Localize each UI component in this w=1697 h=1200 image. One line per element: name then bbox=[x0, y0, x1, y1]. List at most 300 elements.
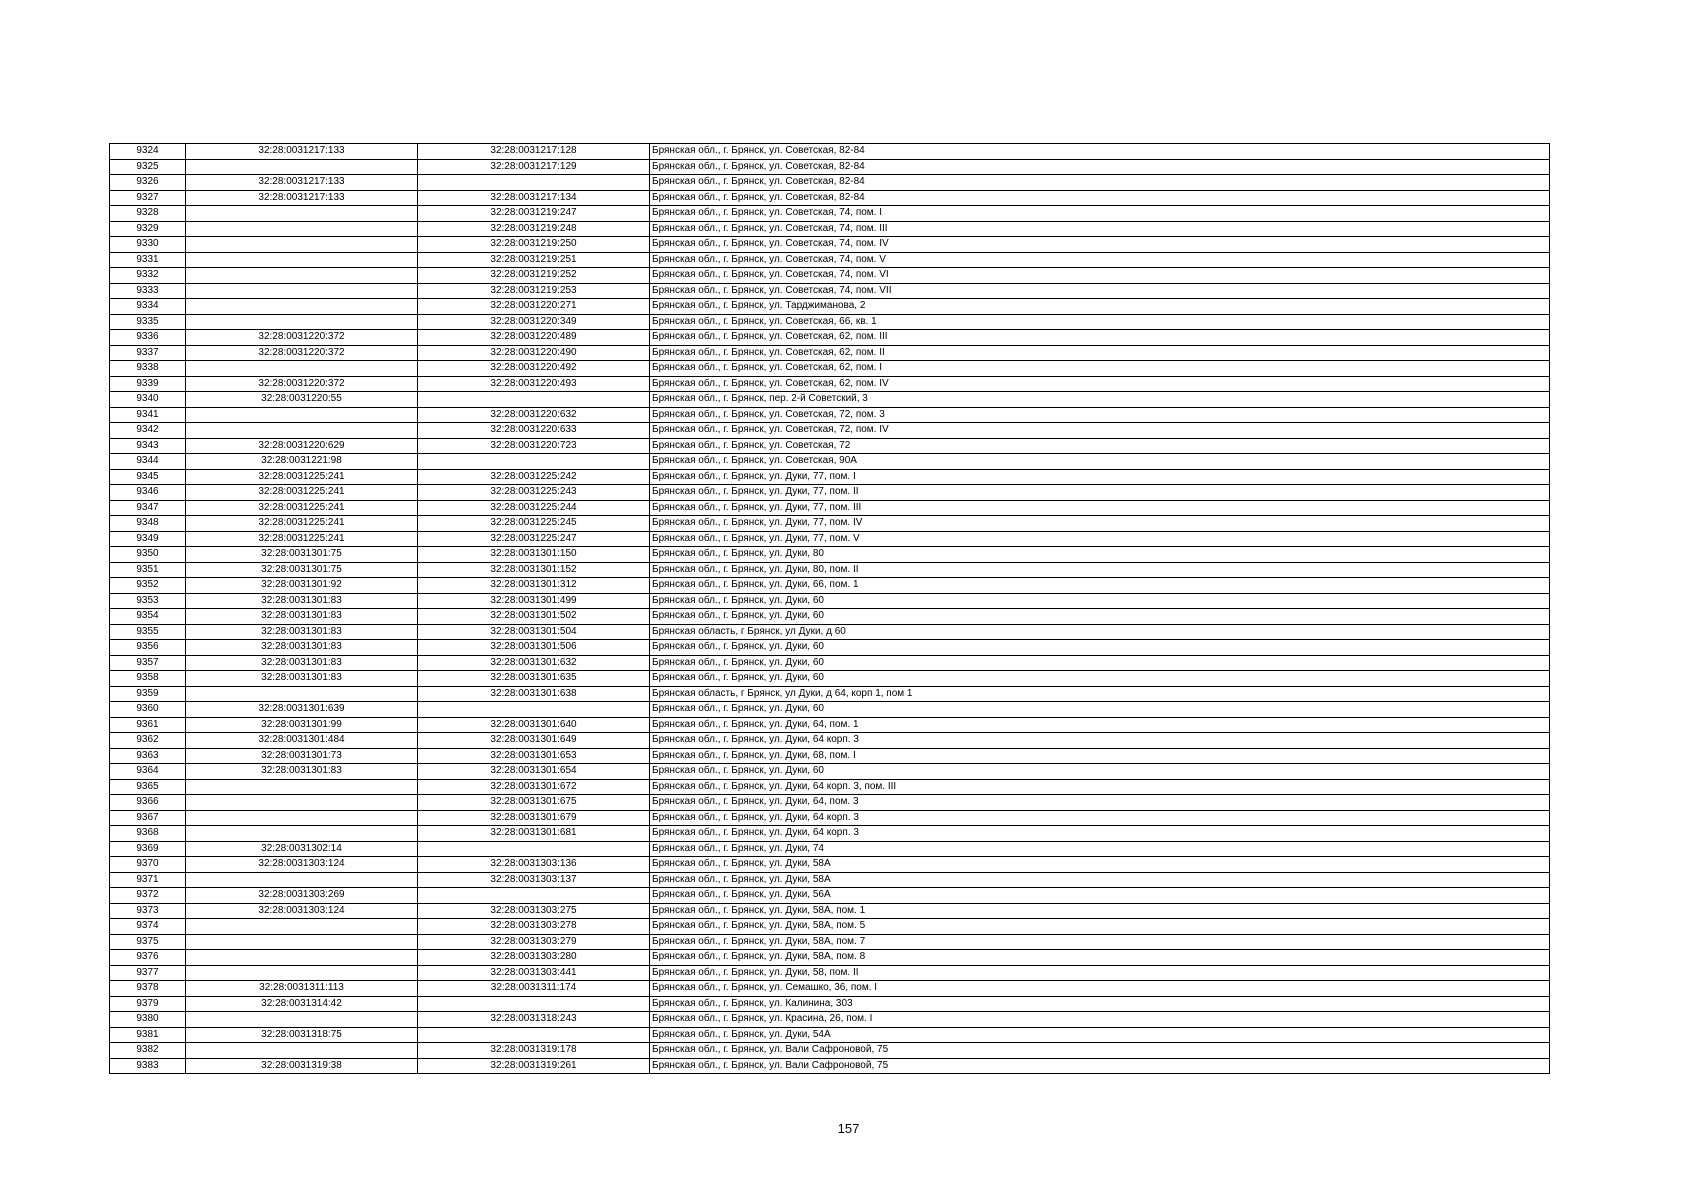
table-row bbox=[110, 206, 1550, 222]
row-number-cell: 9369 bbox=[110, 841, 186, 857]
parent-cadastral-number-cell: 32:28:0031217:133 bbox=[186, 190, 418, 206]
row-number-cell: 9345 bbox=[110, 469, 186, 485]
row-number-cell: 9353 bbox=[110, 593, 186, 609]
parent-cadastral-number-cell bbox=[186, 950, 418, 966]
parent-cadastral-number-cell: 32:28:0031301:92 bbox=[186, 578, 418, 594]
table-row bbox=[110, 857, 1550, 873]
table-row bbox=[110, 717, 1550, 733]
row-number-cell: 9347 bbox=[110, 500, 186, 516]
row-number-cell: 9374 bbox=[110, 919, 186, 935]
cadastral-number-cell bbox=[418, 841, 650, 857]
parent-cadastral-number-cell: 32:28:0031225:241 bbox=[186, 485, 418, 501]
cadastral-number-cell: 32:28:0031220:632 bbox=[418, 407, 650, 423]
row-number-cell: 9355 bbox=[110, 624, 186, 640]
address-cell: Брянская обл., г. Брянск, ул. Дуки, 60 bbox=[650, 640, 1550, 656]
table-row bbox=[110, 640, 1550, 656]
parent-cadastral-number-cell bbox=[186, 826, 418, 842]
address-cell: Брянская обл., г. Брянск, ул. Советская, 74, пом. I bbox=[650, 206, 1550, 222]
parent-cadastral-number-cell bbox=[186, 872, 418, 888]
table-row bbox=[110, 934, 1550, 950]
address-cell: Брянская обл., г. Брянск, ул. Советская, 62, пом. I bbox=[650, 361, 1550, 377]
address-cell: Брянская обл., г. Брянск, ул. Советская, 74, пом. VI bbox=[650, 268, 1550, 284]
table-row bbox=[110, 748, 1550, 764]
row-number-cell: 9339 bbox=[110, 376, 186, 392]
row-number-cell: 9360 bbox=[110, 702, 186, 718]
row-number-cell: 9361 bbox=[110, 717, 186, 733]
table-row bbox=[110, 795, 1550, 811]
cadastral-number-cell: 32:28:0031219:252 bbox=[418, 268, 650, 284]
table-row bbox=[110, 702, 1550, 718]
cadastral-number-cell: 32:28:0031303:278 bbox=[418, 919, 650, 935]
cadastral-number-cell: 32:28:0031303:441 bbox=[418, 965, 650, 981]
cadastral-number-cell: 32:28:0031303:137 bbox=[418, 872, 650, 888]
cadastral-number-cell: 32:28:0031217:128 bbox=[418, 144, 650, 160]
cadastral-number-cell: 32:28:0031319:261 bbox=[418, 1058, 650, 1074]
row-number-cell: 9363 bbox=[110, 748, 186, 764]
row-number-cell: 9358 bbox=[110, 671, 186, 687]
parent-cadastral-number-cell: 32:28:0031217:133 bbox=[186, 175, 418, 191]
table-row bbox=[110, 810, 1550, 826]
row-number-cell: 9341 bbox=[110, 407, 186, 423]
address-cell: Брянская обл., г. Брянск, ул. Дуки, 77, пом. I bbox=[650, 469, 1550, 485]
cadastral-number-cell: 32:28:0031219:247 bbox=[418, 206, 650, 222]
table-row bbox=[110, 500, 1550, 516]
address-cell: Брянская обл., г. Брянск, ул. Красина, 26, пом. I bbox=[650, 1012, 1550, 1028]
cadastral-number-cell: 32:28:0031219:248 bbox=[418, 221, 650, 237]
table-row bbox=[110, 965, 1550, 981]
table-row bbox=[110, 144, 1550, 160]
address-cell: Брянская обл., г. Брянск, ул. Дуки, 74 bbox=[650, 841, 1550, 857]
cadastral-number-cell: 32:28:0031225:245 bbox=[418, 516, 650, 532]
cadastral-number-cell: 32:28:0031220:490 bbox=[418, 345, 650, 361]
parent-cadastral-number-cell: 32:28:0031301:83 bbox=[186, 764, 418, 780]
table-row bbox=[110, 376, 1550, 392]
address-cell: Брянская область, г Брянск, ул Дуки, д 64, корп 1, пом 1 bbox=[650, 686, 1550, 702]
cadastral-number-cell: 32:28:0031225:243 bbox=[418, 485, 650, 501]
address-cell: Брянская обл., г. Брянск, ул. Дуки, 80 bbox=[650, 547, 1550, 563]
address-cell: Брянская обл., г. Брянск, ул. Дуки, 64 корп. 3, пом. III bbox=[650, 779, 1550, 795]
parent-cadastral-number-cell: 32:28:0031220:55 bbox=[186, 392, 418, 408]
cadastral-number-cell: 32:28:0031301:152 bbox=[418, 562, 650, 578]
address-cell: Брянская обл., г. Брянск, ул. Дуки, 64 корп. 3 bbox=[650, 810, 1550, 826]
address-cell: Брянская обл., г. Брянск, ул. Дуки, 60 bbox=[650, 702, 1550, 718]
row-number-cell: 9342 bbox=[110, 423, 186, 439]
table-row bbox=[110, 686, 1550, 702]
parent-cadastral-number-cell: 32:28:0031301:75 bbox=[186, 547, 418, 563]
row-number-cell: 9381 bbox=[110, 1027, 186, 1043]
table-row bbox=[110, 345, 1550, 361]
cadastral-number-cell: 32:28:0031219:251 bbox=[418, 252, 650, 268]
registry-table bbox=[109, 143, 1550, 1074]
address-cell: Брянская обл., г. Брянск, ул. Дуки, 66, пом. 1 bbox=[650, 578, 1550, 594]
table-row bbox=[110, 872, 1550, 888]
row-number-cell: 9334 bbox=[110, 299, 186, 315]
row-number-cell: 9332 bbox=[110, 268, 186, 284]
cadastral-number-cell: 32:28:0031301:640 bbox=[418, 717, 650, 733]
row-number-cell: 9367 bbox=[110, 810, 186, 826]
parent-cadastral-number-cell: 32:28:0031301:73 bbox=[186, 748, 418, 764]
cadastral-number-cell: 32:28:0031301:672 bbox=[418, 779, 650, 795]
table-row bbox=[110, 485, 1550, 501]
parent-cadastral-number-cell: 32:28:0031301:75 bbox=[186, 562, 418, 578]
parent-cadastral-number-cell: 32:28:0031301:83 bbox=[186, 640, 418, 656]
row-number-cell: 9329 bbox=[110, 221, 186, 237]
parent-cadastral-number-cell: 32:28:0031303:124 bbox=[186, 903, 418, 919]
address-cell: Брянская обл., г. Брянск, ул. Дуки, 58А bbox=[650, 872, 1550, 888]
address-cell: Брянская обл., г. Брянск, ул. Дуки, 58А, пом. 1 bbox=[650, 903, 1550, 919]
table-row bbox=[110, 562, 1550, 578]
row-number-cell: 9365 bbox=[110, 779, 186, 795]
parent-cadastral-number-cell: 32:28:0031220:372 bbox=[186, 376, 418, 392]
address-cell: Брянская обл., г. Брянск, ул. Дуки, 77, пом. III bbox=[650, 500, 1550, 516]
row-number-cell: 9336 bbox=[110, 330, 186, 346]
row-number-cell: 9356 bbox=[110, 640, 186, 656]
cadastral-number-cell bbox=[418, 996, 650, 1012]
table-row bbox=[110, 903, 1550, 919]
row-number-cell: 9371 bbox=[110, 872, 186, 888]
parent-cadastral-number-cell bbox=[186, 361, 418, 377]
cadastral-number-cell: 32:28:0031301:654 bbox=[418, 764, 650, 780]
cadastral-number-cell: 32:28:0031301:675 bbox=[418, 795, 650, 811]
address-cell: Брянская область, г Брянск, ул Дуки, д 60 bbox=[650, 624, 1550, 640]
address-cell: Брянская обл., г. Брянск, ул. Дуки, 60 bbox=[650, 655, 1550, 671]
cadastral-number-cell: 32:28:0031301:506 bbox=[418, 640, 650, 656]
row-number-cell: 9377 bbox=[110, 965, 186, 981]
table-row bbox=[110, 252, 1550, 268]
table-row bbox=[110, 1027, 1550, 1043]
address-cell: Брянская обл., г. Брянск, ул. Дуки, 58А, пом. 8 bbox=[650, 950, 1550, 966]
address-cell: Брянская обл., г. Брянск, ул. Советская, 82-84 bbox=[650, 144, 1550, 160]
table-row bbox=[110, 221, 1550, 237]
address-cell: Брянская обл., г. Брянск, ул. Советская, 74, пом. IV bbox=[650, 237, 1550, 253]
row-number-cell: 9379 bbox=[110, 996, 186, 1012]
address-cell: Брянская обл., г. Брянск, ул. Дуки, 60 bbox=[650, 593, 1550, 609]
parent-cadastral-number-cell bbox=[186, 407, 418, 423]
table-row bbox=[110, 593, 1550, 609]
address-cell: Брянская обл., г. Брянск, ул. Советская, 66, кв. 1 bbox=[650, 314, 1550, 330]
address-cell: Брянская обл., г. Брянск, ул. Советская, 90А bbox=[650, 454, 1550, 470]
table-row bbox=[110, 826, 1550, 842]
address-cell: Брянская обл., г. Брянск, ул. Дуки, 68, пом. I bbox=[650, 748, 1550, 764]
address-cell: Брянская обл., г. Брянск, ул. Дуки, 60 bbox=[650, 609, 1550, 625]
table-row bbox=[110, 888, 1550, 904]
table-row bbox=[110, 159, 1550, 175]
cadastral-number-cell: 32:28:0031220:271 bbox=[418, 299, 650, 315]
row-number-cell: 9364 bbox=[110, 764, 186, 780]
table-row bbox=[110, 779, 1550, 795]
parent-cadastral-number-cell bbox=[186, 919, 418, 935]
parent-cadastral-number-cell: 32:28:0031301:639 bbox=[186, 702, 418, 718]
address-cell: Брянская обл., г. Брянск, ул. Советская, 72, пом. IV bbox=[650, 423, 1550, 439]
row-number-cell: 9354 bbox=[110, 609, 186, 625]
parent-cadastral-number-cell: 32:28:0031301:83 bbox=[186, 593, 418, 609]
address-cell: Брянская обл., г. Брянск, ул. Советская, 72, пом. 3 bbox=[650, 407, 1550, 423]
parent-cadastral-number-cell: 32:28:0031225:241 bbox=[186, 516, 418, 532]
row-number-cell: 9340 bbox=[110, 392, 186, 408]
table-row bbox=[110, 950, 1550, 966]
table-row bbox=[110, 190, 1550, 206]
table-row bbox=[110, 454, 1550, 470]
address-cell: Брянская обл., г. Брянск, ул. Дуки, 64, пом. 3 bbox=[650, 795, 1550, 811]
row-number-cell: 9352 bbox=[110, 578, 186, 594]
parent-cadastral-number-cell: 32:28:0031302:14 bbox=[186, 841, 418, 857]
table-row bbox=[110, 578, 1550, 594]
address-cell: Брянская обл., г. Брянск, ул. Дуки, 54А bbox=[650, 1027, 1550, 1043]
parent-cadastral-number-cell bbox=[186, 795, 418, 811]
parent-cadastral-number-cell: 32:28:0031301:484 bbox=[186, 733, 418, 749]
cadastral-number-cell: 32:28:0031301:638 bbox=[418, 686, 650, 702]
parent-cadastral-number-cell: 32:28:0031221:98 bbox=[186, 454, 418, 470]
parent-cadastral-number-cell: 32:28:0031225:241 bbox=[186, 500, 418, 516]
parent-cadastral-number-cell bbox=[186, 237, 418, 253]
parent-cadastral-number-cell: 32:28:0031303:269 bbox=[186, 888, 418, 904]
cadastral-number-cell: 32:28:0031301:312 bbox=[418, 578, 650, 594]
parent-cadastral-number-cell bbox=[186, 159, 418, 175]
parent-cadastral-number-cell: 32:28:0031301:99 bbox=[186, 717, 418, 733]
table-row bbox=[110, 531, 1550, 547]
parent-cadastral-number-cell: 32:28:0031301:83 bbox=[186, 655, 418, 671]
row-number-cell: 9368 bbox=[110, 826, 186, 842]
cadastral-number-cell: 32:28:0031301:653 bbox=[418, 748, 650, 764]
address-cell: Брянская обл., г. Брянск, ул. Советская, 82-84 bbox=[650, 159, 1550, 175]
table-row bbox=[110, 547, 1550, 563]
table-row bbox=[110, 516, 1550, 532]
row-number-cell: 9343 bbox=[110, 438, 186, 454]
table-row bbox=[110, 981, 1550, 997]
table-row bbox=[110, 268, 1550, 284]
parent-cadastral-number-cell: 32:28:0031220:372 bbox=[186, 330, 418, 346]
parent-cadastral-number-cell bbox=[186, 779, 418, 795]
cadastral-number-cell: 32:28:0031225:242 bbox=[418, 469, 650, 485]
table-row bbox=[110, 361, 1550, 377]
row-number-cell: 9326 bbox=[110, 175, 186, 191]
address-cell: Брянская обл., г. Брянск, ул. Советская, 74, пом. III bbox=[650, 221, 1550, 237]
parent-cadastral-number-cell: 32:28:0031220:629 bbox=[186, 438, 418, 454]
cadastral-number-cell: 32:28:0031303:136 bbox=[418, 857, 650, 873]
parent-cadastral-number-cell bbox=[186, 686, 418, 702]
parent-cadastral-number-cell bbox=[186, 252, 418, 268]
address-cell: Брянская обл., г. Брянск, ул. Дуки, 58, пом. II bbox=[650, 965, 1550, 981]
cadastral-number-cell: 32:28:0031220:723 bbox=[418, 438, 650, 454]
cadastral-number-cell: 32:28:0031319:178 bbox=[418, 1043, 650, 1059]
row-number-cell: 9351 bbox=[110, 562, 186, 578]
parent-cadastral-number-cell bbox=[186, 934, 418, 950]
parent-cadastral-number-cell bbox=[186, 810, 418, 826]
parent-cadastral-number-cell bbox=[186, 1012, 418, 1028]
address-cell: Брянская обл., г. Брянск, ул. Дуки, 58А, пом. 5 bbox=[650, 919, 1550, 935]
table-row bbox=[110, 283, 1550, 299]
cadastral-number-cell: 32:28:0031301:681 bbox=[418, 826, 650, 842]
table-row bbox=[110, 175, 1550, 191]
row-number-cell: 9331 bbox=[110, 252, 186, 268]
parent-cadastral-number-cell: 32:28:0031225:241 bbox=[186, 469, 418, 485]
address-cell: Брянская обл., г. Брянск, ул. Тарджиманова, 2 bbox=[650, 299, 1550, 315]
table-row bbox=[110, 299, 1550, 315]
parent-cadastral-number-cell: 32:28:0031301:83 bbox=[186, 671, 418, 687]
cadastral-number-cell: 32:28:0031220:489 bbox=[418, 330, 650, 346]
cadastral-number-cell: 32:28:0031225:247 bbox=[418, 531, 650, 547]
cadastral-number-cell bbox=[418, 1027, 650, 1043]
row-number-cell: 9375 bbox=[110, 934, 186, 950]
table-row bbox=[110, 423, 1550, 439]
address-cell: Брянская обл., г. Брянск, ул. Дуки, 64 корп. 3 bbox=[650, 733, 1550, 749]
table-row bbox=[110, 655, 1550, 671]
cadastral-number-cell: 32:28:0031217:134 bbox=[418, 190, 650, 206]
address-cell: Брянская обл., г. Брянск, ул. Дуки, 77, пом. V bbox=[650, 531, 1550, 547]
row-number-cell: 9383 bbox=[110, 1058, 186, 1074]
cadastral-number-cell: 32:28:0031220:633 bbox=[418, 423, 650, 439]
parent-cadastral-number-cell bbox=[186, 965, 418, 981]
row-number-cell: 9328 bbox=[110, 206, 186, 222]
cadastral-number-cell: 32:28:0031301:150 bbox=[418, 547, 650, 563]
row-number-cell: 9378 bbox=[110, 981, 186, 997]
cadastral-number-cell: 32:28:0031301:635 bbox=[418, 671, 650, 687]
cadastral-number-cell: 32:28:0031220:492 bbox=[418, 361, 650, 377]
row-number-cell: 9330 bbox=[110, 237, 186, 253]
parent-cadastral-number-cell bbox=[186, 206, 418, 222]
row-number-cell: 9327 bbox=[110, 190, 186, 206]
registry-table-body bbox=[110, 144, 1550, 1074]
row-number-cell: 9373 bbox=[110, 903, 186, 919]
cadastral-number-cell bbox=[418, 702, 650, 718]
address-cell: Брянская обл., г. Брянск, ул. Советская, 62, пом. IV bbox=[650, 376, 1550, 392]
address-cell: Брянская обл., г. Брянск, ул. Советская, 82-84 bbox=[650, 190, 1550, 206]
parent-cadastral-number-cell bbox=[186, 221, 418, 237]
address-cell: Брянская обл., г. Брянск, ул. Дуки, 58А bbox=[650, 857, 1550, 873]
row-number-cell: 9344 bbox=[110, 454, 186, 470]
row-number-cell: 9338 bbox=[110, 361, 186, 377]
table-row bbox=[110, 624, 1550, 640]
cadastral-number-cell: 32:28:0031301:679 bbox=[418, 810, 650, 826]
page-number: 157 bbox=[837, 1121, 860, 1136]
address-cell: Брянская обл., г. Брянск, ул. Советская, 72 bbox=[650, 438, 1550, 454]
address-cell: Брянская обл., г. Брянск, ул. Дуки, 77, пом. IV bbox=[650, 516, 1550, 532]
parent-cadastral-number-cell: 32:28:0031314:42 bbox=[186, 996, 418, 1012]
parent-cadastral-number-cell: 32:28:0031217:133 bbox=[186, 144, 418, 160]
row-number-cell: 9346 bbox=[110, 485, 186, 501]
address-cell: Брянская обл., г. Брянск, ул. Дуки, 64 корп. 3 bbox=[650, 826, 1550, 842]
cadastral-number-cell: 32:28:0031301:502 bbox=[418, 609, 650, 625]
table-row bbox=[110, 392, 1550, 408]
address-cell: Брянская обл., г. Брянск, ул. Калинина, 303 bbox=[650, 996, 1550, 1012]
cadastral-number-cell: 32:28:0031311:174 bbox=[418, 981, 650, 997]
row-number-cell: 9376 bbox=[110, 950, 186, 966]
parent-cadastral-number-cell bbox=[186, 423, 418, 439]
address-cell: Брянская обл., г. Брянск, ул. Семашко, 36, пом. I bbox=[650, 981, 1550, 997]
row-number-cell: 9370 bbox=[110, 857, 186, 873]
cadastral-number-cell: 32:28:0031303:275 bbox=[418, 903, 650, 919]
row-number-cell: 9372 bbox=[110, 888, 186, 904]
table-row bbox=[110, 407, 1550, 423]
row-number-cell: 9337 bbox=[110, 345, 186, 361]
cadastral-number-cell: 32:28:0031219:253 bbox=[418, 283, 650, 299]
row-number-cell: 9335 bbox=[110, 314, 186, 330]
cadastral-number-cell: 32:28:0031318:243 bbox=[418, 1012, 650, 1028]
row-number-cell: 9357 bbox=[110, 655, 186, 671]
address-cell: Брянская обл., г. Брянск, ул. Дуки, 60 bbox=[650, 764, 1550, 780]
row-number-cell: 9380 bbox=[110, 1012, 186, 1028]
address-cell: Брянская обл., г. Брянск, ул. Советская, 82-84 bbox=[650, 175, 1550, 191]
parent-cadastral-number-cell bbox=[186, 299, 418, 315]
cadastral-number-cell: 32:28:0031301:649 bbox=[418, 733, 650, 749]
table-row bbox=[110, 841, 1550, 857]
cadastral-number-cell: 32:28:0031225:244 bbox=[418, 500, 650, 516]
row-number-cell: 9350 bbox=[110, 547, 186, 563]
cadastral-number-cell bbox=[418, 392, 650, 408]
address-cell: Брянская обл., г. Брянск, ул. Советская, 74, пом. VII bbox=[650, 283, 1550, 299]
address-cell: Брянская обл., г. Брянск, ул. Дуки, 58А, пом. 7 bbox=[650, 934, 1550, 950]
table-row bbox=[110, 764, 1550, 780]
address-cell: Брянская обл., г. Брянск, ул. Дуки, 64, пом. 1 bbox=[650, 717, 1550, 733]
cadastral-number-cell: 32:28:0031220:493 bbox=[418, 376, 650, 392]
parent-cadastral-number-cell bbox=[186, 283, 418, 299]
cadastral-number-cell: 32:28:0031220:349 bbox=[418, 314, 650, 330]
parent-cadastral-number-cell: 32:28:0031301:83 bbox=[186, 624, 418, 640]
table-row bbox=[110, 609, 1550, 625]
row-number-cell: 9366 bbox=[110, 795, 186, 811]
cadastral-number-cell: 32:28:0031217:129 bbox=[418, 159, 650, 175]
address-cell: Брянская обл., г. Брянск, ул. Дуки, 80, пом. II bbox=[650, 562, 1550, 578]
parent-cadastral-number-cell: 32:28:0031318:75 bbox=[186, 1027, 418, 1043]
cadastral-number-cell: 32:28:0031301:504 bbox=[418, 624, 650, 640]
row-number-cell: 9362 bbox=[110, 733, 186, 749]
cadastral-number-cell: 32:28:0031303:279 bbox=[418, 934, 650, 950]
cadastral-number-cell bbox=[418, 454, 650, 470]
address-cell: Брянская обл., г. Брянск, ул. Дуки, 77, пом. II bbox=[650, 485, 1550, 501]
cadastral-number-cell bbox=[418, 175, 650, 191]
address-cell: Брянская обл., г. Брянск, ул. Советская, 74, пом. V bbox=[650, 252, 1550, 268]
table-row bbox=[110, 996, 1550, 1012]
cadastral-number-cell bbox=[418, 888, 650, 904]
address-cell: Брянская обл., г. Брянск, ул. Дуки, 56А bbox=[650, 888, 1550, 904]
table-row bbox=[110, 919, 1550, 935]
row-number-cell: 9333 bbox=[110, 283, 186, 299]
row-number-cell: 9349 bbox=[110, 531, 186, 547]
row-number-cell: 9324 bbox=[110, 144, 186, 160]
table-row bbox=[110, 671, 1550, 687]
table-row bbox=[110, 330, 1550, 346]
address-cell: Брянская обл., г. Брянск, ул. Вали Сафроновой, 75 bbox=[650, 1043, 1550, 1059]
parent-cadastral-number-cell: 32:28:0031303:124 bbox=[186, 857, 418, 873]
address-cell: Брянская обл., г. Брянск, ул. Дуки, 60 bbox=[650, 671, 1550, 687]
table-row bbox=[110, 1058, 1550, 1074]
parent-cadastral-number-cell: 32:28:0031220:372 bbox=[186, 345, 418, 361]
table-row bbox=[110, 1043, 1550, 1059]
parent-cadastral-number-cell bbox=[186, 314, 418, 330]
table-row bbox=[110, 314, 1550, 330]
table-row bbox=[110, 237, 1550, 253]
parent-cadastral-number-cell bbox=[186, 268, 418, 284]
cadastral-number-cell: 32:28:0031301:499 bbox=[418, 593, 650, 609]
address-cell: Брянская обл., г. Брянск, ул. Вали Сафроновой, 75 bbox=[650, 1058, 1550, 1074]
cadastral-number-cell: 32:28:0031301:632 bbox=[418, 655, 650, 671]
row-number-cell: 9325 bbox=[110, 159, 186, 175]
row-number-cell: 9382 bbox=[110, 1043, 186, 1059]
parent-cadastral-number-cell: 32:28:0031301:83 bbox=[186, 609, 418, 625]
address-cell: Брянская обл., г. Брянск, пер. 2-й Советский, 3 bbox=[650, 392, 1550, 408]
table-row bbox=[110, 469, 1550, 485]
address-cell: Брянская обл., г. Брянск, ул. Советская, 62, пом. III bbox=[650, 330, 1550, 346]
cadastral-number-cell: 32:28:0031219:250 bbox=[418, 237, 650, 253]
row-number-cell: 9359 bbox=[110, 686, 186, 702]
row-number-cell: 9348 bbox=[110, 516, 186, 532]
parent-cadastral-number-cell: 32:28:0031225:241 bbox=[186, 531, 418, 547]
table-row bbox=[110, 1012, 1550, 1028]
table-row bbox=[110, 733, 1550, 749]
table-row bbox=[110, 438, 1550, 454]
parent-cadastral-number-cell bbox=[186, 1043, 418, 1059]
address-cell: Брянская обл., г. Брянск, ул. Советская, 62, пом. II bbox=[650, 345, 1550, 361]
